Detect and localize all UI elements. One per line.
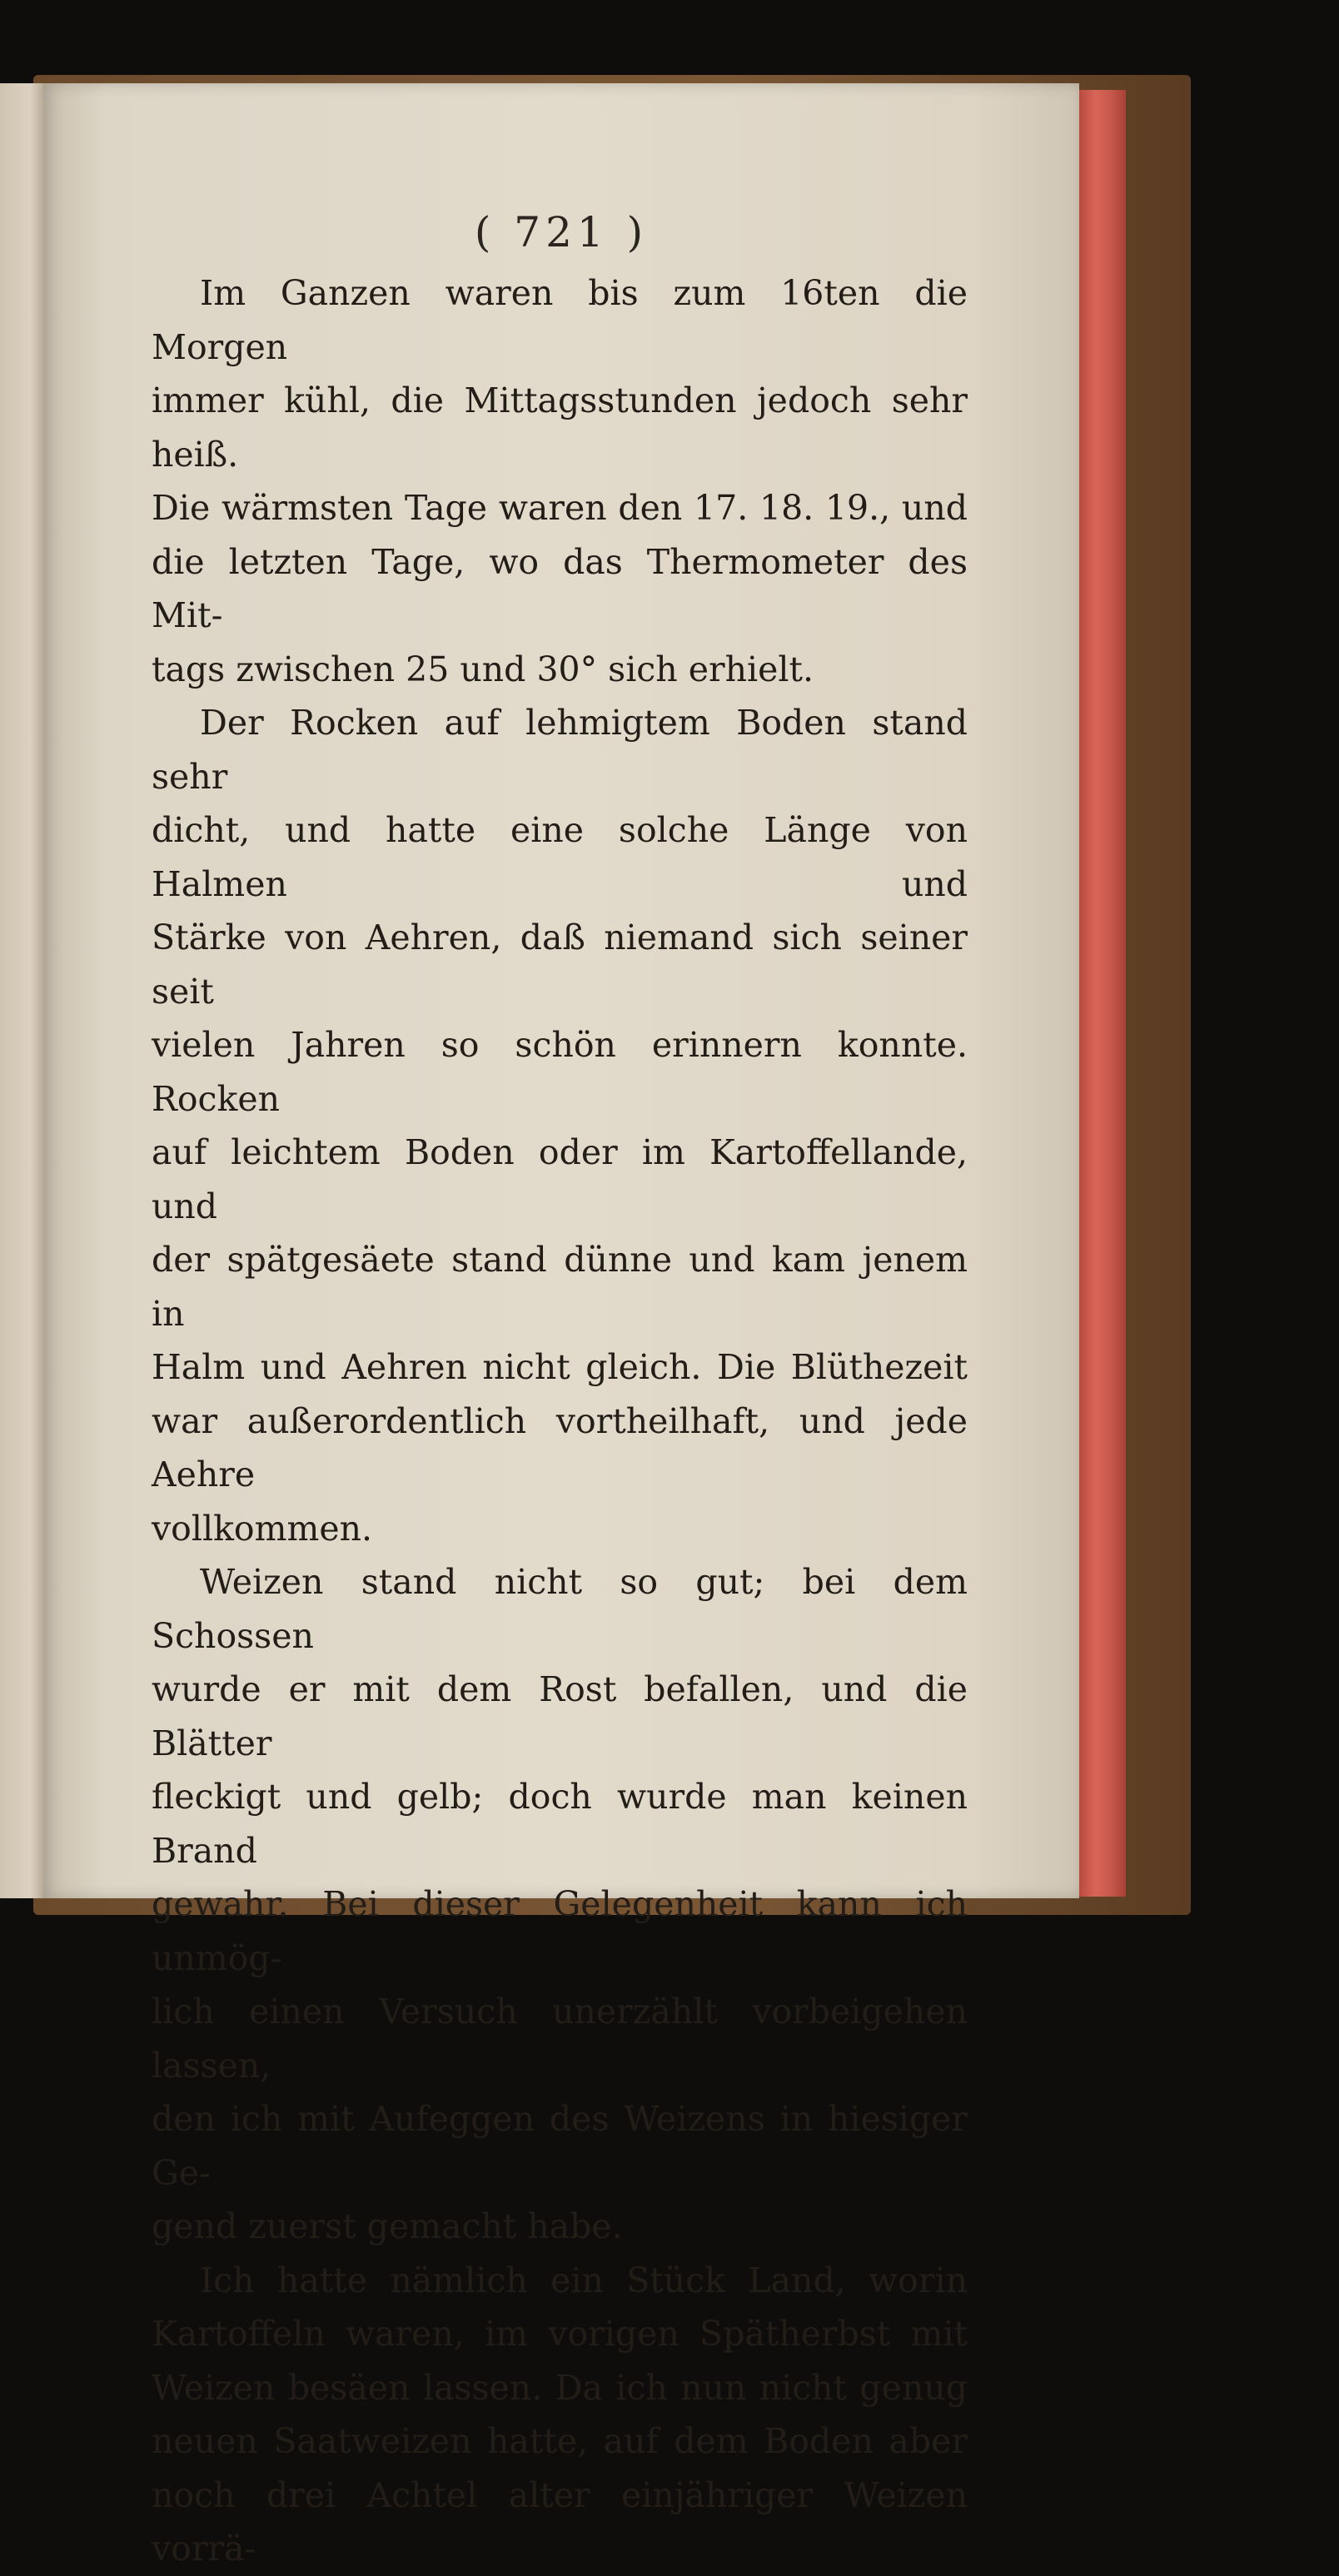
text-line: dicht, und hatte eine solche Länge von Halmen und: [152, 810, 968, 904]
text-line: gewahr. Bei dieser Gelegenheit kann ich unmög-: [152, 1884, 968, 1978]
text-line: fleckigt und gelb; doch wurde man keinen Brand: [152, 1777, 968, 1871]
text-line: tags zwischen 25 und 30° sich erhielt.: [152, 649, 814, 689]
text-line: immer kühl, die Mittagsstunden jedoch sehr heiß.: [152, 380, 968, 475]
text-line: Im Ganzen waren bis zum 16ten die Morgen: [152, 273, 968, 367]
text-line: der spätgesäete stand dünne und kam jenem in: [152, 1240, 968, 1334]
text-line: Der Rocken auf lehmigtem Boden stand sehr: [152, 703, 968, 797]
page-number-header: ( 721 ): [474, 208, 649, 256]
text-line: war außerordentlich vortheilhaft, und jede Aehre: [152, 1400, 968, 1494]
text-line: Ich hatte nämlich ein Stück Land, worin: [200, 2260, 968, 2300]
text-line: Weizen besäen lassen. Da ich nun nicht genug: [152, 2367, 968, 2408]
text-line: vielen Jahren so schön erinnern konnte. Rocken: [152, 1025, 968, 1119]
book-page: [43, 83, 1079, 2569]
text-line: wurde er mit dem Rost befallen, und die Blätter: [152, 1669, 968, 1763]
text-line: Die wärmsten Tage waren den 17. 18. 19., und: [152, 488, 968, 528]
text-line: gend zuerst gemacht habe.: [152, 2206, 623, 2246]
text-line: vollkommen.: [152, 1508, 373, 1549]
text-line: Halm und Aehren nicht gleich. Die Blüthezeit: [152, 1347, 968, 1387]
text-line: Kartoffeln waren, im vorigen Spätherbst mit: [152, 2314, 968, 2354]
text-line: noch drei Achtel alter einjähriger Weizen vorrä-: [152, 2474, 968, 2569]
text-line: lich einen Versuch unerzählt vorbeigehen lassen,: [152, 1992, 968, 2086]
text-line: Stärke von Aehren, daß niemand sich seiner seit: [152, 918, 968, 1012]
text-line: Weizen stand nicht so gut; bei dem Schossen: [152, 1562, 968, 1656]
previous-page-edge: [0, 83, 45, 1898]
text-line: den ich mit Aufeggen des Weizens in hiesiger Ge-: [152, 2099, 968, 2193]
page-text-body: [152, 266, 968, 2576]
text-line: die letzten Tage, wo das Thermometer des Mit-: [152, 541, 968, 635]
red-page-edges: [1079, 90, 1126, 1897]
text-line: neuen Saatweizen hatte, auf dem Boden aber: [152, 2421, 968, 2461]
text-line: auf leichtem Boden oder im Kartoffellande, und: [152, 1132, 968, 1226]
